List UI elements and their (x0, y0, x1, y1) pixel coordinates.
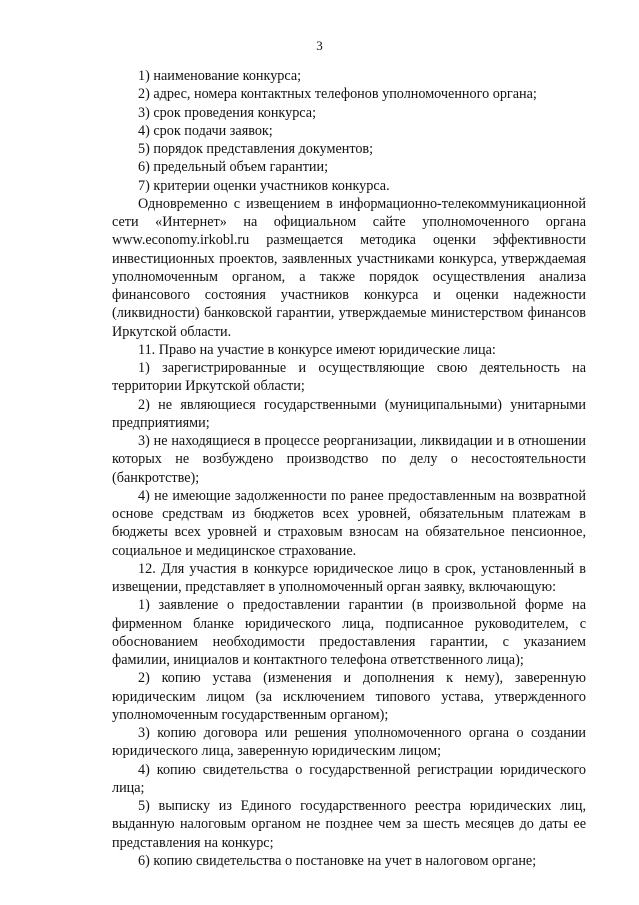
document-body (112, 67, 586, 870)
section-11-item-2: 2) не являющиеся государственными (муниципальными) унитарными предприятиями; (112, 396, 586, 431)
list-item-7: 7) критерии оценки участников конкурса. (138, 177, 390, 194)
list-item-5: 5) порядок представления документов; (138, 141, 374, 157)
list-item-4: 4) срок подачи заявок; (138, 122, 273, 139)
section-11-item-4: 4) не имеющие задолженности по ранее предоставленным на возвратной основе средствам из бюджетов всех уровней, обязательным платежам в бюджеты всех уровней и страховым взносам на обязательное пенсионное, социальное и медицинское страхование. (112, 487, 586, 559)
section-12-heading: 12. Для участия в конкурсе юридическое лицо в срок, установленный в извещении, представляет в уполномоченный орган заявку, включающую: (112, 560, 586, 595)
section-11-heading: 11. Право на участие в конкурсе имеют юридические лица: (138, 341, 496, 358)
list-item-1: 1) наименование конкурса; (138, 68, 302, 84)
section-12-item-1: 1) заявление о предоставлении гарантии (в произвольной форме на фирменном бланке юридического лица, подписанное руководителем, с обоснованием необходимости предоставления гарантии, с указанием фамилии, инициалов и контактного телефона ответственного лица); (112, 597, 586, 668)
list-item-3: 3) срок проведения конкурса; (138, 104, 317, 121)
page-number: 3 (316, 38, 323, 53)
list-item-2: 2) адрес, номера контактных телефонов уполномоченного органа; (138, 86, 537, 103)
section-11-item-3: 3) не находящиеся в процессе реорганизации, ликвидации и в отношении которых не возбуждено производство по делу о несостоятельности (банкротстве); (112, 433, 586, 486)
section-11-item-1: 1) зарегистрированные и осуществляющие свою деятельность на территории Иркутской области; (112, 360, 586, 395)
section-12-item-4: 4) копию свидетельства о государственной регистрации юридического лица; (112, 761, 586, 796)
list-item-6: 6) предельный объем гарантии; (138, 159, 329, 176)
section-12-item-5: 5) выписку из Единого государственного реестра юридических лиц, выданную налоговым органом не позднее чем за шесть месяцев до даты ее представления на конкурс; (112, 798, 586, 851)
section-12-item-6: 6) копию свидетельства о постановке на учет в налоговом органе; (138, 852, 537, 869)
paragraph-simultaneously: Одновременно с извещением в информационно-телекоммуникационной сети «Интернет» на официальном сайте уполномоченного органа www.economy.irkobl.ru размещается методика оценки эффективности инвестиционных проектов, заявленных участниками конкурса, утверждаемая уполномоченным органом, а также порядок осуществления анализа финансового состояния участников конкурса и оценки надежности (ликвидности) банковской гарантии, утверждаемые министерством финансов Иркутской области. (112, 195, 586, 340)
section-12-item-2: 2) копию устава (изменения и дополнения к нему), заверенную юридическим лицом (за исключением типового устава, утвержденного уполномоченным государственным органом); (112, 670, 586, 723)
section-12-item-3: 3) копию договора или решения уполномоченного органа о создании юридического лица, заверенную юридическим лицом; (112, 725, 586, 760)
